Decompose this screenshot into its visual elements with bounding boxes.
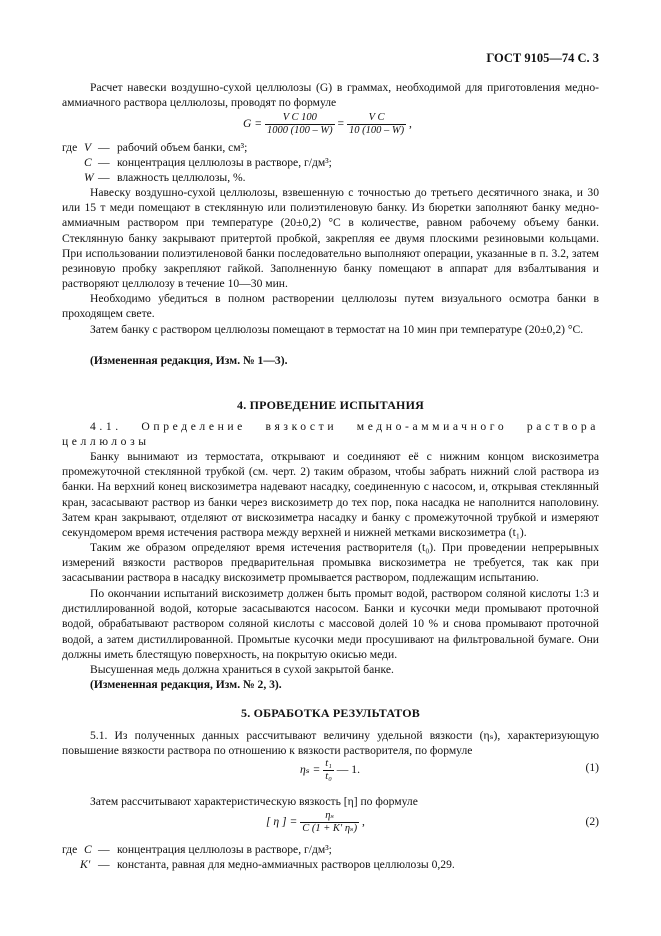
formula-1-lhs: ηₛ = <box>300 763 321 777</box>
formula-1-num: t₁ <box>325 758 332 769</box>
formula-g-den-1: 1000 (100 – W) <box>267 125 333 136</box>
section-5-title: 5. ОБРАБОТКА РЕЗУЛЬТАТОВ <box>241 706 420 720</box>
cleaning-paragraph: По окончании испытаний вискозиметр должен быть промыт водой, раствором соляной кислоты 1:3 и дистиллированной водой, которые засасываются насосом. Банки и кусочки меди промывают проточной водой, обрабатывают раствором соляной кислоты с массовой долей 10 % и снова промывают проточной водой, а затем дистиллированной. Промытые кусочки меди просушивают на фильтровальной бумаге. Они должны иметь блестящую поверхность, на покрытую окисью меди. <box>62 587 599 661</box>
def-dash: — <box>98 141 110 154</box>
def-symbol: W <box>84 171 94 184</box>
def-text: влажность целлюлозы, %. <box>117 171 246 184</box>
specific-viscosity-paragraph: 5.1. Из полученных данных рассчитывают величину удельной вязкости (ηₛ), характеризующую повышение вязкости раствора по отношению к вязкости растворителя, по формуле <box>62 729 599 758</box>
formula-g-lhs: G = <box>243 117 263 131</box>
amendment-note-text: (Измененная редакция, Изм. № 2, 3). <box>90 678 282 691</box>
amendment-note <box>62 353 599 368</box>
def-text: константа, равная для медно-аммиачных растворов целлюлозы 0,29. <box>117 858 455 871</box>
amendment-note-text: (Измененная редакция, Изм. № 1—3). <box>90 354 288 367</box>
formula-g-num-1: V C 100 <box>282 112 317 123</box>
running-header: ГОСТ 9105—74 С. 3 <box>486 51 599 65</box>
def-symbol: V <box>84 141 92 154</box>
formula-1-den: t₀ <box>325 771 332 782</box>
item-4-1-heading-cont: целлюлозы <box>62 435 150 448</box>
formula-g <box>243 112 412 137</box>
formula-2 <box>266 810 365 835</box>
weighing-paragraph: Навеску воздушно-сухой целлюлозы, взвешенную с точностью до третьего десятичного знака, и 30 или 15 т меди помещают в стеклянную или полиэтиленовую банку. Из бюретки заполняют банку медно-аммиачным раствором при температуре (20±0,2) °С в количестве, равном рабочему объему банки. Стеклянную банку закрывают притертой пробкой, закрепляя ее двумя плоскими резиновыми кольцами. При использовании полиэтиленовой банки последовательно выполняют операции, указанные в п. 3.2, затем резиновую пробку закрепляют гайкой. Заполненную банку помещают в аппарат для взбалтывания и растворяют целлюлозу в течение 10—30 мин. <box>62 186 599 291</box>
procedure-paragraph: Банку вынимают из термостата, открывают и соединяют её с нижним концом вискозиметра промежуточной стеклянной трубкой (см. черт. 2) таким образом, чтобы забрать нижний слой раствора из банки. На верхний конец вискозиметра надевают насадку, соединенную с насосом, и, открывая стеклянный кран, засасывают раствор из банки через вискозиметр до тех пор, пока насадка не наполнится наполовину. Затем кран закрывают, отделяют от вискозиметра насадку и банку с промежуточной трубкой и измеряют секундомером время истечения раствора между верхней и нижней метками вискозиметра (t₁). <box>62 450 599 540</box>
formula-2-lhs: [ η ] = <box>266 815 298 829</box>
solvent-paragraph: Таким же образом определяют время истечения растворителя (t₀). При проведении непрерывных измерений вязкости растворов предварительная промывка вискозиметра не требуется, так как при засасывании раствора в насадку вискозиметр промывается раствором, подлежащим испытанию. <box>62 541 599 585</box>
def-dash: — <box>98 156 110 169</box>
formula-g-fraction-1 <box>265 112 335 137</box>
formula-g-num-2: V C <box>368 112 385 123</box>
intro-paragraph: Расчет навески воздушно-сухой целлюлозы (G) в граммах, необходимой для приготовления медно-аммиачного раствора целлюлозы, проводят по формуле <box>62 81 599 110</box>
thermostat-paragraph: Затем банку с раствором целлюлозы помещают в термостат на 10 мин при температуре (20±0,2) °С. <box>90 323 584 336</box>
where-label: где <box>62 843 78 856</box>
def-text: концентрация целлюлозы в растворе, г/дм³; <box>117 156 332 169</box>
def-text: концентрация целлюлозы в растворе, г/дм³; <box>117 843 332 856</box>
def-dash: — <box>98 858 110 871</box>
item-4-1-heading: 4.1. Определение вязкости медно-аммиачного раствора <box>90 420 599 433</box>
storage-paragraph: Высушенная медь должна храниться в сухой закрытой банке. <box>90 663 394 676</box>
formula-2-tail: , <box>362 815 365 829</box>
def-symbol: K′ <box>80 858 91 871</box>
def-dash: — <box>98 843 110 856</box>
formula-2-num: ηₛ <box>325 810 335 821</box>
dissolution-check-paragraph: Необходимо убедиться в полном растворении целлюлозы путем визуального осмотра банки в проходящем свете. <box>62 292 599 321</box>
equation-number-2: (2) <box>585 815 599 828</box>
formula-1 <box>300 758 360 783</box>
def-symbol: C <box>84 156 92 169</box>
where-label: где <box>62 141 78 154</box>
equation-number-1: (1) <box>585 761 599 774</box>
formula-1-fraction <box>323 758 334 783</box>
formula-g-fraction-2 <box>347 112 406 137</box>
formula-2-den: C (1 + K′ ηₛ) <box>302 823 358 834</box>
section-4-title: 4. ПРОВЕДЕНИЕ ИСПЫТАНИЯ <box>237 398 424 412</box>
formula-1-tail: — 1. <box>336 763 360 777</box>
formula-g-tail: , <box>409 117 412 131</box>
formula-2-fraction <box>300 810 359 835</box>
def-symbol: C <box>84 843 92 856</box>
def-dash: — <box>98 171 110 184</box>
formula-g-equals: = <box>337 117 345 131</box>
amendment-note <box>62 677 599 692</box>
intrinsic-viscosity-paragraph: Затем рассчитывают характеристическую вязкость [η] по формуле <box>90 795 418 808</box>
formula-g-den-2: 10 (100 – W) <box>349 125 405 136</box>
def-text: рабочий объем банки, см³; <box>117 141 248 154</box>
